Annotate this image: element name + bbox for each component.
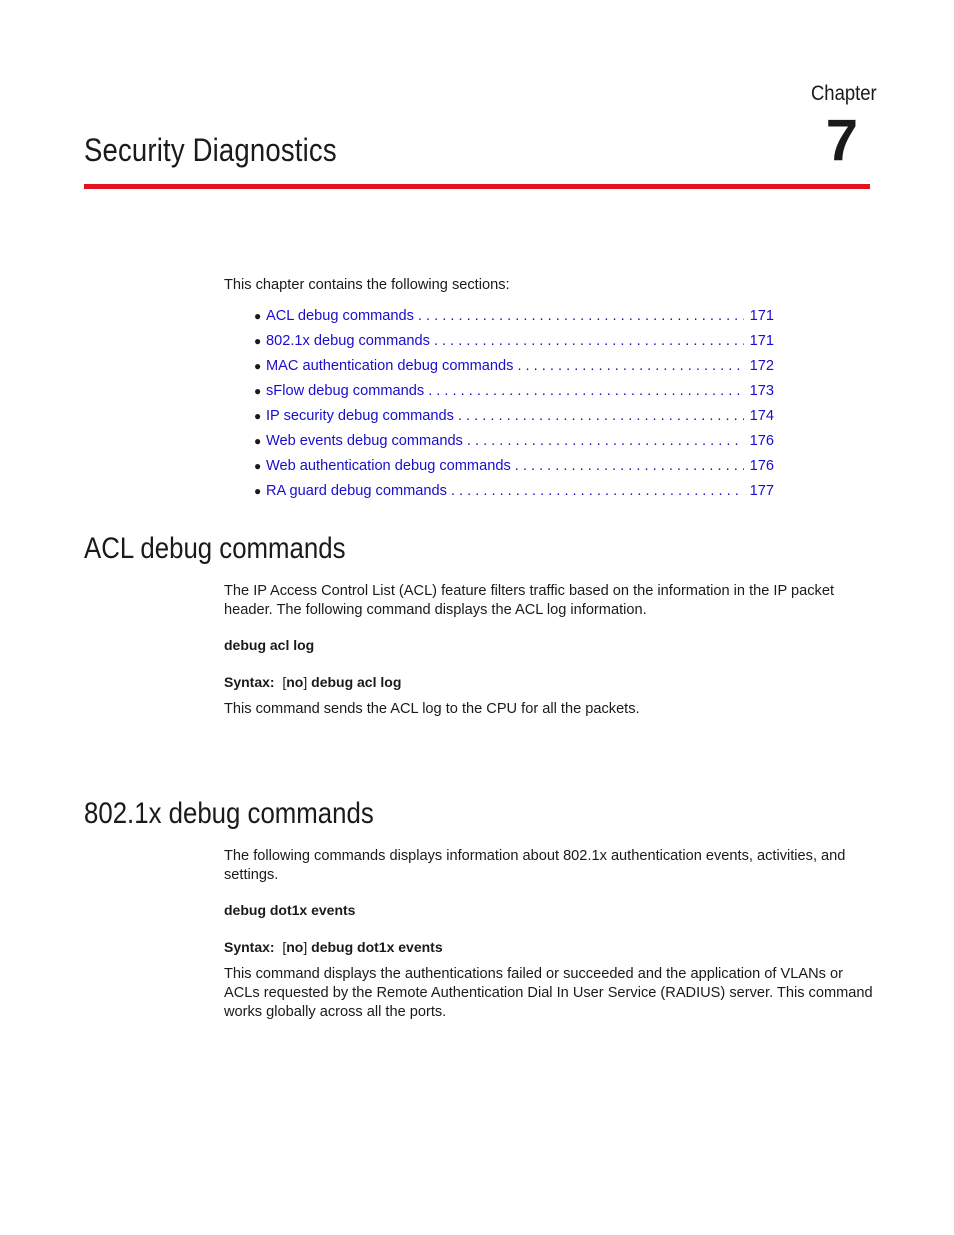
toc-page: 177 [749, 482, 774, 499]
bullet-icon: ● [254, 309, 262, 324]
toc-page: 176 [749, 457, 774, 474]
leader-dots [463, 431, 744, 451]
list-item [254, 478, 774, 503]
toc-label: sFlow debug commands [266, 383, 425, 400]
toc-link-mac-auth[interactable] [266, 356, 774, 376]
list-item [254, 354, 774, 379]
acl-syntax [224, 673, 874, 692]
section-heading-dot1x: 802.1x debug commands [84, 797, 374, 830]
acl-command: debug acl log [224, 637, 315, 653]
toc-page: 176 [749, 432, 774, 449]
leader-dots [447, 481, 744, 501]
syntax-bracket: [ [282, 674, 287, 690]
title-rule [84, 184, 870, 189]
toc-label: RA guard debug commands [266, 482, 447, 499]
bullet-icon: ● [254, 334, 262, 349]
bullet-icon: ● [254, 359, 262, 374]
bullet-icon: ● [254, 458, 262, 473]
toc-label: ACL debug commands [266, 308, 414, 325]
toc-label: Web authentication debug commands [266, 457, 511, 474]
list-item [254, 304, 774, 329]
syntax-command: debug acl log [311, 674, 402, 690]
chapter-label: Chapter [811, 82, 877, 105]
list-item [254, 379, 774, 404]
syntax-no: no [286, 674, 304, 690]
toc-page: 172 [749, 358, 774, 375]
toc-link-acl[interactable] [266, 306, 774, 326]
toc-label: IP security debug commands [266, 408, 454, 424]
section-list [254, 304, 774, 503]
acl-note: This command sends the ACL log to the CPU for all the packets. [224, 701, 640, 717]
toc-page: 173 [749, 383, 774, 400]
syntax-bracket: ] [303, 939, 308, 955]
toc-label: MAC authentication debug commands [266, 358, 514, 375]
toc-link-web-auth[interactable] [266, 456, 774, 476]
leader-dots [513, 356, 744, 376]
list-item [254, 453, 774, 478]
toc-page: 171 [749, 333, 774, 350]
syntax-bracket: [ [282, 939, 287, 955]
leader-dots [454, 406, 744, 426]
leader-dots [511, 456, 744, 476]
toc-link-sflow[interactable] [266, 381, 774, 401]
list-item [254, 404, 774, 429]
toc-link-ip-security[interactable] [266, 406, 774, 426]
toc-page: 171 [749, 308, 774, 325]
leader-dots [430, 331, 744, 351]
acl-description: The IP Access Control List (ACL) feature filters traffic based on the information in the IP packet header. The following command displays the ACL log information. [224, 583, 835, 618]
intro-text: This chapter contains the following sections: [224, 277, 510, 293]
bullet-icon: ● [254, 409, 262, 423]
dot1x-command: debug dot1x events [224, 902, 356, 918]
page-title: Security Diagnostics [84, 132, 337, 168]
chapter-number: 7 [825, 108, 858, 173]
list-item [254, 428, 774, 453]
toc-page: 174 [749, 408, 774, 424]
toc-label: Web events debug commands [266, 432, 463, 449]
toc-label: 802.1x debug commands [266, 333, 430, 350]
section-heading-acl: ACL debug commands [84, 532, 346, 565]
syntax-label: Syntax: [224, 939, 275, 955]
dot1x-note: This command displays the authentications failed or succeeded and the application of VLANs or ACLs requested by the Remote Authentication Dial In User Service (RADIUS) server. This command works globally across all the ports. [224, 966, 873, 1020]
dot1x-description: The following commands displays information about 802.1x authentication events, activities, and settings. [224, 848, 846, 883]
bullet-icon: ● [254, 483, 262, 498]
toc-link-dot1x[interactable] [266, 331, 774, 351]
dot1x-syntax [224, 938, 874, 957]
syntax-bracket: ] [303, 674, 308, 690]
bullet-icon: ● [254, 433, 262, 448]
leader-dots [424, 381, 744, 401]
leader-dots [414, 306, 744, 326]
toc-link-ra-guard[interactable] [266, 481, 774, 501]
syntax-label: Syntax: [224, 674, 275, 690]
bullet-icon: ● [254, 384, 262, 399]
syntax-no: no [286, 939, 304, 955]
toc-link-web-events[interactable] [266, 431, 774, 451]
list-item [254, 329, 774, 354]
syntax-command: debug dot1x events [311, 939, 443, 955]
